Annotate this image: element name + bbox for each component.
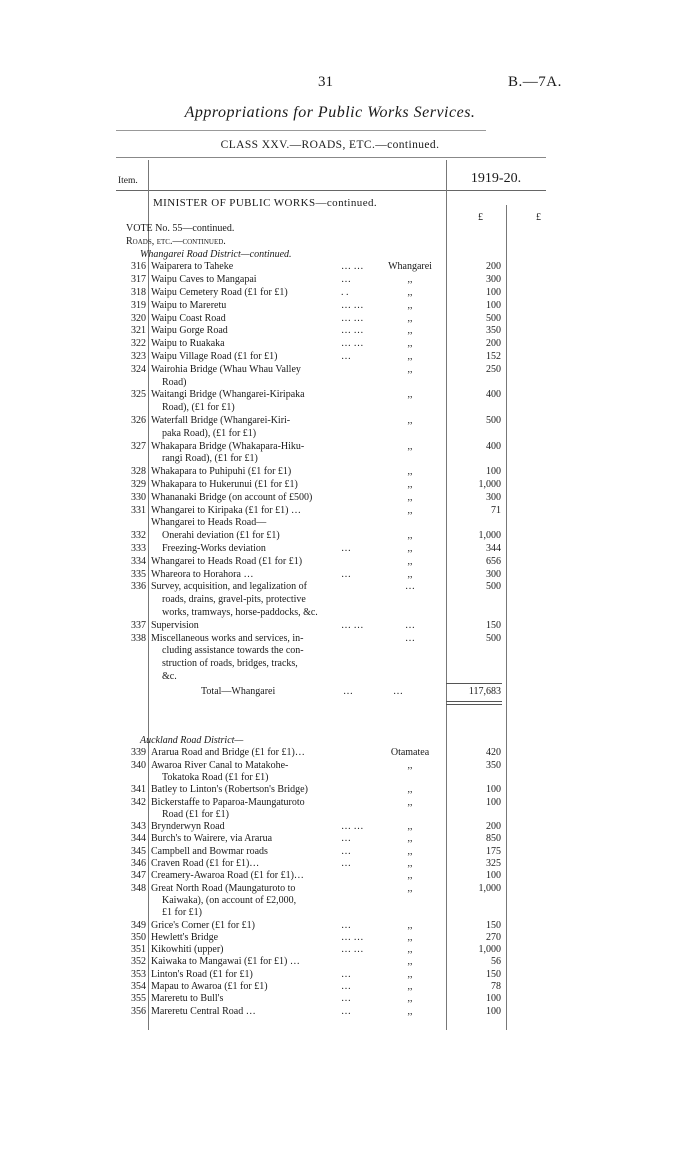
table-row-label — [0, 772, 700, 783]
item-number: 316 — [131, 261, 146, 273]
electoral-district: ,, — [407, 530, 413, 542]
amount: 500 — [486, 632, 501, 644]
item-description: Freezing-Works deviation — [162, 543, 266, 554]
page-title: Appropriations for Public Works Services. — [184, 104, 476, 121]
item-number: 317 — [131, 274, 146, 286]
item-description: £1 for £1) — [162, 907, 202, 919]
total-rule — [446, 683, 502, 684]
item-description: Waipu Village Road (£1 for £1) — [151, 351, 278, 362]
table-row — [0, 932, 700, 943]
item-description: paka Road), (£1 for £1) — [162, 427, 257, 439]
item-description: Brynderwyn Road — [151, 821, 225, 833]
table-row-label — [0, 223, 700, 234]
item-description: Waipu Coast Road — [151, 312, 226, 324]
item-number: 324 — [131, 363, 146, 375]
item-description: Auckland Road District— — [140, 735, 244, 746]
item-description: Waipu Gorge Road — [151, 325, 228, 337]
amount: 420 — [486, 747, 501, 759]
table-row — [0, 920, 700, 931]
table-row-label — [0, 249, 700, 260]
electoral-district: ,, — [407, 299, 413, 311]
table-row — [0, 821, 700, 832]
leader-dots: … … — [341, 325, 364, 337]
item-description: Kikowhiti (upper) — [151, 944, 224, 956]
leader-dots: … — [341, 543, 351, 554]
table-row — [0, 505, 700, 516]
amount: 100 — [486, 993, 501, 1005]
electoral-district: ,, — [407, 845, 413, 857]
leader-dots: . . — [341, 287, 349, 298]
item-description: Waterfall Bridge (Whangarei-Kiri- — [151, 415, 291, 426]
item-description: Whakapara Bridge (Whakapara-Hiku- — [151, 440, 305, 452]
electoral-district: ,, — [407, 287, 413, 298]
item-number: 352 — [131, 956, 146, 968]
table-row — [0, 530, 700, 541]
electoral-district: ,, — [407, 919, 413, 931]
table-row — [0, 969, 700, 980]
table-row-label — [0, 671, 700, 682]
item-description: Great North Road (Maungaturoto to — [151, 882, 296, 894]
item-description: Waipu to Ruakaka — [151, 338, 225, 350]
item-number: 346 — [131, 858, 146, 869]
leader-dots: … … — [341, 619, 364, 631]
item-number: 322 — [131, 338, 146, 350]
amount: 150 — [486, 968, 501, 980]
item-number: 350 — [131, 931, 146, 943]
leader-dots: … … — [341, 261, 364, 273]
leader-dots: … … — [341, 944, 364, 956]
item-description: Waiparera to Taheke — [151, 261, 234, 273]
table-row-label — [0, 607, 700, 618]
electoral-district: ,, — [407, 543, 413, 554]
item-number: 332 — [131, 530, 146, 542]
leader-dots: … — [341, 274, 351, 286]
item-description: Awaroa River Canal to Matakohe- — [151, 759, 289, 771]
item-description: struction of roads, bridges, tracks, — [162, 658, 298, 670]
table-row-label — [0, 594, 700, 605]
leader-dots: … — [341, 981, 351, 992]
leader-dots: … … — [341, 931, 364, 943]
electoral-district: ,, — [407, 491, 413, 503]
electoral-district: ,, — [407, 312, 413, 324]
item-number: 331 — [131, 504, 146, 516]
item-description: Burch's to Wairere, via Ararua — [151, 833, 273, 845]
leader-dots: … … — [341, 299, 364, 311]
item-description: Waipu Cemetery Road (£1 for £1) — [151, 287, 288, 298]
item-number: 354 — [131, 981, 146, 992]
table-row — [0, 846, 700, 857]
item-column-header: Item. — [118, 176, 138, 186]
table-row — [0, 581, 700, 592]
item-description: Onerahi deviation (£1 for £1) — [162, 530, 280, 542]
item-description: Batley to Linton's (Robertson's Bridge) — [151, 784, 308, 796]
item-description: Mapau to Awaroa (£1 for £1) — [151, 981, 268, 992]
electoral-district: ,, — [407, 351, 413, 362]
electoral-district: ,, — [407, 833, 413, 845]
item-description: Whangarei Road District—continued. — [140, 248, 292, 260]
item-description: &c. — [162, 671, 177, 682]
electoral-district: ,, — [407, 568, 413, 580]
leader-dots: … … — [341, 312, 364, 324]
amount: 400 — [486, 389, 501, 401]
table-row — [0, 747, 700, 758]
electoral-district: ,, — [407, 944, 413, 956]
item-number: 340 — [131, 759, 146, 771]
item-description: Bickerstaffe to Paparoa-Maungaturoto — [151, 796, 305, 808]
table-row — [0, 784, 700, 795]
item-number: 347 — [131, 870, 146, 882]
item-number: 330 — [131, 491, 146, 503]
item-number: 328 — [131, 466, 146, 478]
item-number: 335 — [131, 568, 146, 580]
amount: 150 — [486, 919, 501, 931]
electoral-district: ,, — [407, 968, 413, 980]
item-description: Waitangi Bridge (Whangarei-Kiripaka — [151, 389, 305, 401]
item-description: Wairohia Bridge (Whau Whau Valley — [151, 363, 301, 375]
electoral-district: ,, — [407, 338, 413, 350]
amount: 270 — [486, 931, 501, 943]
item-number: 355 — [131, 993, 146, 1005]
leader-dots: … — [341, 919, 351, 931]
item-description: Linton's Road (£1 for £1) — [151, 968, 253, 980]
amount: 100 — [486, 287, 501, 298]
leader-dots: … … — [341, 821, 364, 833]
item-number: 343 — [131, 821, 146, 833]
item-number: 348 — [131, 882, 146, 894]
item-number: 325 — [131, 389, 146, 401]
amount: 100 — [486, 796, 501, 808]
item-description: Hewlett's Bridge — [151, 931, 219, 943]
item-description: Campbell and Bowmar roads — [151, 845, 268, 857]
leader-dots: … — [341, 858, 351, 869]
total-dots: … — [343, 686, 353, 697]
item-description: Whareora to Horahora … — [151, 568, 254, 580]
header-top-rule — [116, 157, 546, 158]
total-label: Total—Whangarei — [201, 686, 276, 697]
item-number: 336 — [131, 581, 146, 593]
table-row — [0, 479, 700, 490]
electoral-district: … — [405, 581, 415, 593]
item-description: Whakapara to Puhipuhi (£1 for £1) — [151, 466, 292, 478]
table-row — [0, 313, 700, 324]
amount: 1,000 — [478, 530, 501, 542]
item-description: Grice's Corner (£1 for £1) — [151, 919, 255, 931]
amount: 500 — [486, 312, 501, 324]
electoral-district: ,, — [407, 956, 413, 968]
table-row — [0, 569, 700, 580]
amount: 500 — [486, 581, 501, 593]
amount: 350 — [486, 325, 501, 337]
total-amount: 117,683 — [468, 686, 501, 697]
table-row — [0, 556, 700, 567]
total-double-rule — [446, 701, 502, 702]
amount: 1,000 — [478, 479, 501, 490]
amount: 656 — [486, 555, 501, 567]
item-description: Kaiwaka), (on account of £2,000, — [162, 894, 297, 906]
table-row — [0, 466, 700, 477]
amount: 71 — [491, 504, 501, 516]
leader-dots: … — [341, 1005, 351, 1017]
electoral-district: ,, — [407, 796, 413, 808]
item-description: Miscellaneous works and services, in- — [151, 632, 304, 644]
table-row — [0, 338, 700, 349]
title-rule — [116, 130, 486, 131]
item-number: 327 — [131, 440, 146, 452]
table-row — [0, 300, 700, 311]
electoral-district: … — [405, 632, 415, 644]
amount: 100 — [486, 784, 501, 796]
table-row-label — [0, 453, 700, 464]
item-number: 353 — [131, 968, 146, 980]
item-number: 345 — [131, 845, 146, 857]
item-description: roads, drains, gravel-pits, protective — [162, 594, 306, 606]
item-description: Craven Road (£1 for £1)… — [151, 858, 260, 869]
item-number: 342 — [131, 796, 146, 808]
amount: 300 — [486, 274, 501, 286]
item-number: 318 — [131, 287, 146, 298]
amount: 344 — [486, 543, 501, 554]
electoral-district: ,, — [407, 870, 413, 882]
table-row — [0, 993, 700, 1004]
total-double-rule — [446, 704, 502, 705]
table-row-label — [0, 907, 700, 918]
electoral-district: Whangarei — [388, 261, 432, 273]
table-row-label — [0, 402, 700, 413]
item-number: 349 — [131, 919, 146, 931]
electoral-district: ,, — [407, 325, 413, 337]
electoral-district: ,, — [407, 479, 413, 490]
amount: 152 — [486, 351, 501, 362]
amount: 78 — [491, 981, 501, 992]
electoral-district: ,, — [407, 784, 413, 796]
amount: 200 — [486, 821, 501, 833]
amount: 500 — [486, 415, 501, 426]
amount: 100 — [486, 466, 501, 478]
table-row — [0, 1006, 700, 1017]
item-number: 333 — [131, 543, 146, 554]
table-row — [0, 287, 700, 298]
table-row — [0, 858, 700, 869]
table-row — [0, 944, 700, 955]
electoral-district: ,, — [407, 466, 413, 478]
electoral-district: ,, — [407, 389, 413, 401]
item-number: 319 — [131, 299, 146, 311]
item-number: 356 — [131, 1005, 146, 1017]
item-description: Road), (£1 for £1) — [162, 402, 235, 414]
table-row — [0, 492, 700, 503]
item-number: 337 — [131, 619, 146, 631]
currency-symbol-1: £ — [478, 212, 483, 223]
item-description: Road) — [162, 376, 187, 388]
table-row — [0, 415, 700, 426]
document-reference: B.—7A. — [508, 74, 562, 90]
amount: 1,000 — [478, 944, 501, 956]
electoral-district: ,, — [407, 363, 413, 375]
amount: 100 — [486, 1005, 501, 1017]
electoral-district: ,, — [407, 821, 413, 833]
amount: 350 — [486, 759, 501, 771]
item-description: Tokatoka Road (£1 for £1) — [162, 771, 269, 783]
minister-heading: MINISTER OF PUBLIC WORKS—continued. — [153, 197, 378, 209]
item-number: 341 — [131, 784, 146, 796]
item-description: Waipu to Mareretu — [151, 299, 227, 311]
total-row — [0, 686, 700, 697]
item-description: Kaiwaka to Mangawai (£1 for £1) … — [151, 956, 300, 968]
item-description: Creamery-Awaroa Road (£1 for £1)… — [151, 870, 304, 882]
currency-symbol-2: £ — [536, 212, 541, 223]
amount: 400 — [486, 440, 501, 452]
electoral-district: ,, — [407, 555, 413, 567]
item-description: Supervision — [151, 619, 199, 631]
item-number: 329 — [131, 479, 146, 490]
amount: 175 — [486, 845, 501, 857]
amount: 850 — [486, 833, 501, 845]
table-row — [0, 441, 700, 452]
item-description: Whananaki Bridge (on account of £500) — [151, 491, 313, 503]
item-number: 338 — [131, 632, 146, 644]
table-row-label — [0, 735, 700, 746]
table-row-label — [0, 809, 700, 820]
table-row — [0, 261, 700, 272]
table-row — [0, 883, 700, 894]
item-description: Whangarei to Heads Road— — [151, 517, 267, 529]
table-row — [0, 543, 700, 554]
electoral-district: ,, — [407, 931, 413, 943]
item-description: cluding assistance towards the con- — [162, 645, 304, 657]
item-description: Ararua Road and Bridge (£1 for £1)… — [151, 747, 305, 759]
amount: 300 — [486, 568, 501, 580]
leader-dots: … — [341, 845, 351, 857]
year-column-header: 1919-20. — [470, 171, 522, 186]
item-number: 344 — [131, 833, 146, 845]
amount: 250 — [486, 363, 501, 375]
table-row-label — [0, 236, 700, 247]
electoral-district: ,, — [407, 1005, 413, 1017]
electoral-district: Otamatea — [390, 747, 430, 759]
table-row — [0, 956, 700, 967]
item-description: VOTE No. 55—continued. — [126, 223, 235, 234]
item-number: 326 — [131, 415, 146, 426]
item-description: Roads, etc.—continued. — [126, 235, 226, 247]
electoral-district: ,, — [407, 274, 413, 286]
table-row-label — [0, 517, 700, 528]
item-description: Whangarei to Kiripaka (£1 for £1) … — [151, 504, 301, 516]
electoral-district: ,, — [407, 981, 413, 992]
table-row — [0, 620, 700, 631]
electoral-district: ,, — [407, 993, 413, 1005]
electoral-district: ,, — [407, 858, 413, 869]
item-description: Mareretu Central Road … — [151, 1005, 256, 1017]
item-number: 321 — [131, 325, 146, 337]
amount: 100 — [486, 870, 501, 882]
electoral-district: ,, — [407, 440, 413, 452]
item-description: Whangarei to Heads Road (£1 for £1) — [151, 555, 303, 567]
table-row — [0, 389, 700, 400]
item-number: 320 — [131, 312, 146, 324]
amount: 200 — [486, 261, 501, 273]
table-row — [0, 833, 700, 844]
electoral-district: ,, — [407, 504, 413, 516]
table-row — [0, 797, 700, 808]
leader-dots: … — [341, 833, 351, 845]
item-number: 351 — [131, 944, 146, 956]
item-description: Road (£1 for £1) — [162, 808, 229, 820]
electoral-district: ,, — [407, 882, 413, 894]
electoral-district: … — [405, 619, 415, 631]
item-description: Waipu Caves to Mangapai — [151, 274, 257, 286]
table-row — [0, 274, 700, 285]
table-row-label — [0, 658, 700, 669]
leader-dots: … — [341, 968, 351, 980]
table-row-label — [0, 377, 700, 388]
table-row — [0, 325, 700, 336]
table-row-label — [0, 895, 700, 906]
amount: 1,000 — [478, 882, 501, 894]
table-row — [0, 870, 700, 881]
amount: 325 — [486, 858, 501, 869]
amount: 200 — [486, 338, 501, 350]
amount: 56 — [491, 956, 501, 968]
electoral-district: ,, — [407, 415, 413, 426]
item-number: 323 — [131, 351, 146, 362]
item-number: 334 — [131, 555, 146, 567]
table-row-label — [0, 428, 700, 439]
leader-dots: … … — [341, 338, 364, 350]
table-row — [0, 760, 700, 771]
total-district: … — [393, 686, 403, 697]
electoral-district: ,, — [407, 759, 413, 771]
amount: 150 — [486, 619, 501, 631]
leader-dots: … — [341, 568, 351, 580]
class-heading: CLASS XXV.—ROADS, ETC.—continued. — [220, 139, 440, 151]
page-number: 31 — [318, 74, 333, 90]
table-row — [0, 633, 700, 644]
header-bottom-rule — [116, 190, 546, 191]
leader-dots: … — [341, 993, 351, 1005]
table-row — [0, 364, 700, 375]
item-description: Survey, acquisition, and legalization of — [151, 581, 307, 593]
item-description: rangi Road), (£1 for £1) — [162, 453, 258, 465]
item-number: 339 — [131, 747, 146, 759]
amount: 100 — [486, 299, 501, 311]
table-row-label — [0, 645, 700, 656]
table-row — [0, 981, 700, 992]
table-row — [0, 351, 700, 362]
leader-dots: … — [341, 351, 351, 362]
item-description: works, tramways, horse-paddocks, &c. — [162, 607, 318, 618]
amount: 300 — [486, 491, 501, 503]
item-description: Whakapara to Hukerunui (£1 for £1) — [151, 479, 298, 490]
item-description: Mareretu to Bull's — [151, 993, 224, 1005]
